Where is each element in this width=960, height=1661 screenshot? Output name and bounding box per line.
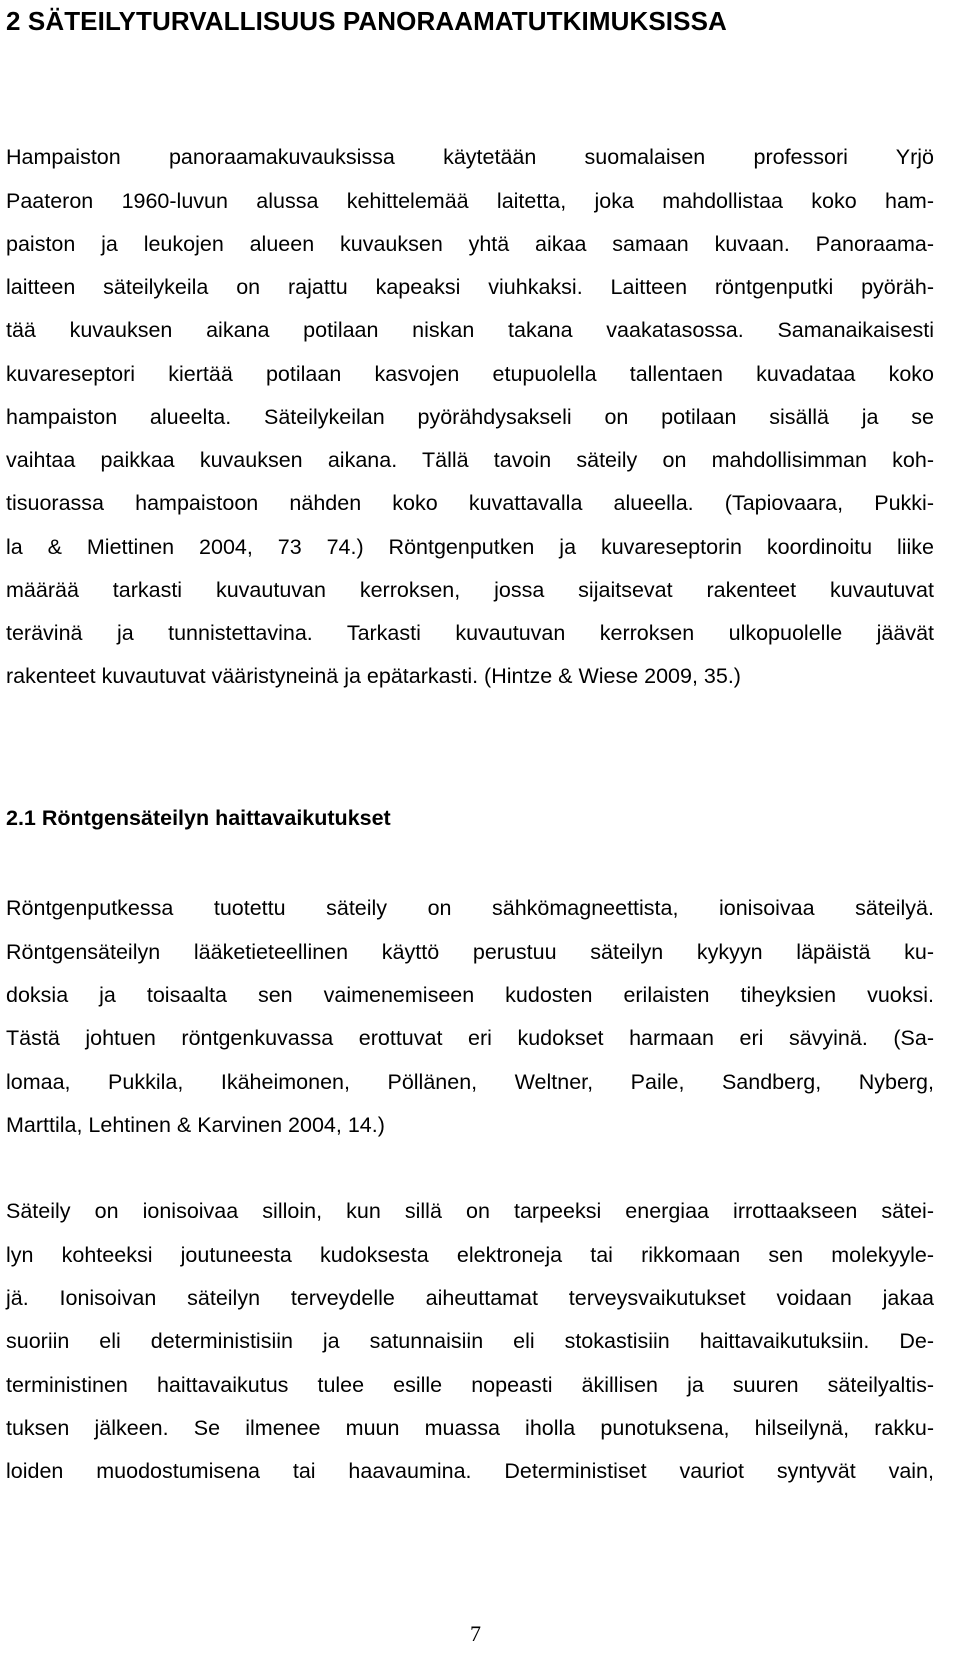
paragraph-line: rakenteet kuvautuvat vääristyneinä ja epätarkasti. (Hintze & Wiese 2009, 35.) bbox=[6, 664, 741, 688]
paragraph-line: la & Miettinen 2004, 73 74.) Röntgenputken ja kuvareseptorin koordinoitu liike bbox=[6, 535, 934, 559]
paragraph-line: Tästä johtuen röntgenkuvassa erottuvat eri kudokset harmaan eri sävyinä. (Sa- bbox=[6, 1026, 934, 1050]
paragraph-line: hampaiston alueelta. Säteilykeilan pyörähdysakseli on potilaan sisällä ja se bbox=[6, 405, 934, 429]
paragraph-line: Röntgensäteilyn lääketieteellinen käyttö perustuu säteilyn kykyyn läpäistä ku- bbox=[6, 940, 934, 964]
page-number: 7 bbox=[470, 1621, 481, 1646]
paragraph-line: Säteily on ionisoivaa silloin, kun sillä on tarpeeksi energiaa irrottaakseen sätei- bbox=[6, 1199, 934, 1223]
paragraph-line: määrää tarkasti kuvautuvan kerroksen, jossa sijaitsevat rakenteet kuvautuvat bbox=[6, 578, 934, 602]
paragraph-line: suoriin eli deterministisiin ja satunnaisiin eli stokastisiin haittavaikutuksiin. De- bbox=[6, 1329, 934, 1353]
paragraph-line: terministinen haittavaikutus tulee esille nopeasti äkillisen ja suuren säteilyaltis- bbox=[6, 1373, 934, 1397]
paragraph-line: laitteen säteilykeila on rajattu kapeaksi viuhkaksi. Laitteen röntgenputki pyöräh- bbox=[6, 275, 934, 299]
paragraph-line: Paateron 1960-luvun alussa kehittelemää laitetta, joka mahdollistaa koko ham- bbox=[6, 189, 934, 213]
paragraph-line: paiston ja leukojen alueen kuvauksen yhtä aikaa samaan kuvaan. Panoraama- bbox=[6, 232, 934, 256]
paragraph-line: Röntgenputkessa tuotettu säteily on sähkömagneettista, ionisoivaa säteilyä. bbox=[6, 896, 934, 920]
paragraph-line: tää kuvauksen aikana potilaan niskan takana vaakatasossa. Samanaikaisesti bbox=[6, 318, 934, 342]
section-heading: 2.1 Röntgensäteilyn haittavaikutukset bbox=[6, 806, 391, 830]
paragraph-line: terävinä ja tunnistettavina. Tarkasti kuvautuvan kerroksen ulkopuolelle jäävät bbox=[6, 621, 934, 645]
paragraph-line: doksia ja toisaalta sen vaimenemiseen kudosten erilaisten tiheyksien vuoksi. bbox=[6, 983, 934, 1007]
paragraph-line: tisuorassa hampaistoon nähden koko kuvattavalla alueella. (Tapiovaara, Pukki- bbox=[6, 491, 934, 515]
paragraph-line: tuksen jälkeen. Se ilmenee muun muassa iholla punotuksena, hilseilynä, rakku- bbox=[6, 1416, 934, 1440]
page-title: 2 SÄTEILYTURVALLISUUS PANORAAMATUTKIMUKSISSA bbox=[6, 6, 727, 36]
paragraph-line: Marttila, Lehtinen & Karvinen 2004, 14.) bbox=[6, 1113, 385, 1137]
paragraph-line: loiden muodostumisena tai haavaumina. Deterministiset vauriot syntyvät vain, bbox=[6, 1459, 934, 1483]
paragraph-line: kuvareseptori kiertää potilaan kasvojen etupuolella tallentaen kuvadataa koko bbox=[6, 362, 934, 386]
paragraph-line: lyn kohteeksi joutuneesta kudoksesta elektroneja tai rikkomaan sen molekyyle- bbox=[6, 1243, 934, 1267]
paragraph-line: vaihtaa paikkaa kuvauksen aikana. Tällä tavoin säteily on mahdollisimman koh- bbox=[6, 448, 934, 472]
paragraph-line: lomaa, Pukkila, Ikäheimonen, Pöllänen, Weltner, Paile, Sandberg, Nyberg, bbox=[6, 1070, 934, 1094]
paragraph-line: Hampaiston panoraamakuvauksissa käytetään suomalaisen professori Yrjö bbox=[6, 145, 934, 169]
paragraph-line: jä. Ionisoivan säteilyn terveydelle aiheuttamat terveysvaikutukset voidaan jakaa bbox=[6, 1286, 934, 1310]
